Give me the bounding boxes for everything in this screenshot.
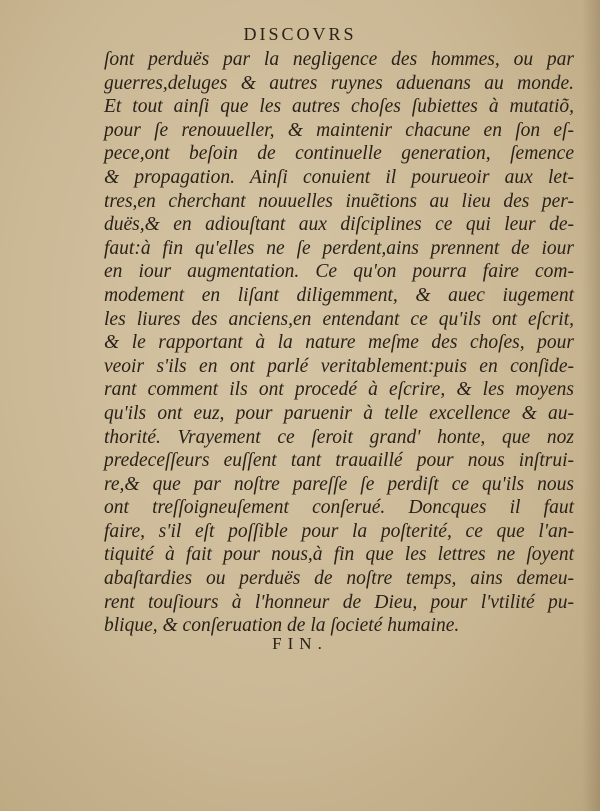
text-line: pour ſe renouueller, & maintenir chacune en ſon eſ- (104, 119, 574, 141)
text-line: & le rapportant à la nature meſme des choſes, pour (104, 332, 574, 354)
text-line: blique, & conſeruation de la ſocieté humaine. (104, 615, 460, 637)
text-line: duës,& en adiouſtant aux diſciplines ce qui leur de- (104, 214, 574, 236)
text-line: faut:à fin qu'elles ne ſe perdent,ains prennent de iour (104, 237, 574, 259)
text-line: modement en liſant diligemment, & auec iugement (104, 284, 574, 306)
body-text (104, 48, 574, 638)
text-line: rent touſiours à l'honneur de Dieu, pour l'vtilité pu- (104, 591, 574, 613)
text-line: en iour augmentation. Ce qu'on pourra faire com- (104, 261, 574, 283)
running-head: DISCOVRS (243, 24, 357, 44)
text-line: ont treſſoigneuſement conſerué. Doncques il faut (104, 497, 574, 519)
text-line: pece,ont beſoin de continuelle generation, ſemence (104, 143, 574, 165)
text-line: tiquité à fait pour nous,à fin que les lettres ne ſoyent (104, 544, 574, 566)
text-line: veoir s'ils en ont parlé veritablement:puis en conſide- (104, 355, 574, 377)
text-line: Et tout ainſi que les autres choſes ſubiettes à mutatiõ, (104, 96, 574, 118)
text-line: predeceſſeurs euſſent tant trauaillé pour nous inſtrui- (104, 450, 574, 472)
text-line: faire, s'il eſt poſſible pour la poſterité, ce que l'an- (104, 520, 574, 542)
text-line: qu'ils ont euz, pour paruenir à telle excellence & au- (104, 402, 574, 424)
text-line: tres,en cherchant nouuelles inuẽtions au lieu des per- (104, 190, 574, 212)
text-line: les liures des anciens,en entendant ce qu'ils ont eſcrit, (104, 308, 574, 330)
text-line: abaſtardies ou perduës de noſtre temps, ains demeu- (104, 568, 574, 590)
text-line: ſont perduës par la negligence des hommes, ou par (104, 49, 574, 70)
page-edge-shadow (582, 0, 600, 811)
text-line: & propagation. Ainſi conuient il pourueoir aux let- (104, 166, 574, 188)
text-line: re,& que par noſtre pareſſe ſe perdiſt ce qu'ils nous (104, 473, 574, 495)
text-line: thorité. Vrayement ce ſeroit grand' honte, que noz (104, 426, 574, 448)
text-line: guerres,deluges & autres ruynes aduenans au monde. (104, 72, 574, 94)
text-line: rant comment ils ont procedé à eſcrire, & les moyens (104, 379, 574, 401)
ending-mark: FIN. (272, 634, 328, 653)
